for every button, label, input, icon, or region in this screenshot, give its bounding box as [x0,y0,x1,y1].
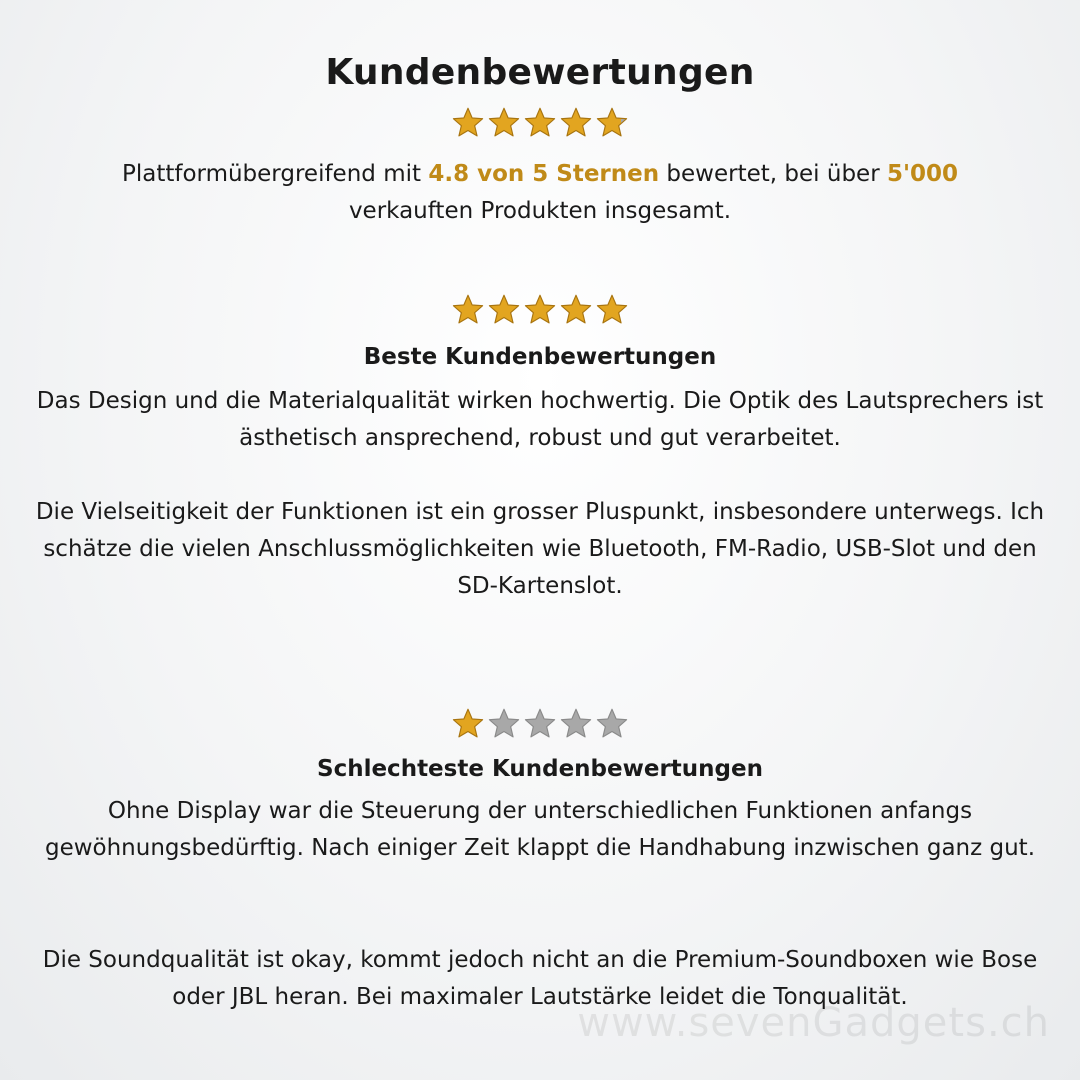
star-filled-icon [559,106,593,140]
rating-summary [0,156,1080,230]
star-filled-icon [559,293,593,327]
best-review-heading: Beste Kundenbewertungen [363,344,717,370]
worst-review-heading: Schlechteste Kundenbewertungen [317,756,763,782]
star-filled-icon [487,106,521,140]
summary-highlight-rating: 4.8 von 5 Sternen [428,161,660,187]
worst-review-paragraph-1: Ohne Display war die Steuerung der unterschiedlichen Funktionen anfangs gewöhnungsbedürftig. Nach einiger Zeit klappt die Handhabung inzwischen ganz gut. [44,798,1036,861]
watermark-text: www.sevenGadgets.ch [577,1000,1050,1046]
star-filled-icon [451,707,485,741]
star-filled-icon [595,293,629,327]
star-filled-icon [487,293,521,327]
star-partial-icon [595,106,629,140]
overall-rating-stars [0,106,1080,140]
star-empty-icon [523,707,557,741]
star-filled-icon [523,106,557,140]
best-review-stars [0,293,1080,327]
summary-highlight-count: 5'000 [886,161,959,187]
star-empty-icon [487,707,521,741]
worst-review-stars [0,707,1080,741]
summary-text-3: verkauften Produkten insgesamt. [348,198,732,224]
best-review-paragraph-1: Das Design und die Materialqualität wirken hochwertig. Die Optik des Lautsprechers ist ästhetisch ansprechend, robust und gut verarbeitet. [36,388,1044,451]
star-filled-icon [451,106,485,140]
worst-review-paragraph-2: Die Soundqualität ist okay, kommt jedoch nicht an die Premium-Soundboxen wie Bose oder JBL heran. Bei maximaler Lautstärke leidet die Tonqualität. [42,947,1038,1010]
summary-text-1: Plattformübergreifend mit [121,161,429,187]
star-empty-icon [595,707,629,741]
star-empty-icon [559,707,593,741]
summary-text-2: bewertet, bei über [659,161,887,187]
page-title: Kundenbewertungen [325,52,755,93]
best-review-paragraph-2: Die Vielseitigkeit der Funktionen ist ein grosser Pluspunkt, insbesondere unterwegs. Ich schätze die vielen Anschlussmöglichkeiten wie Bluetooth, FM-Radio, USB-Slot und den SD-Kartenslot. [35,499,1045,599]
star-filled-icon [523,293,557,327]
star-filled-icon [451,293,485,327]
